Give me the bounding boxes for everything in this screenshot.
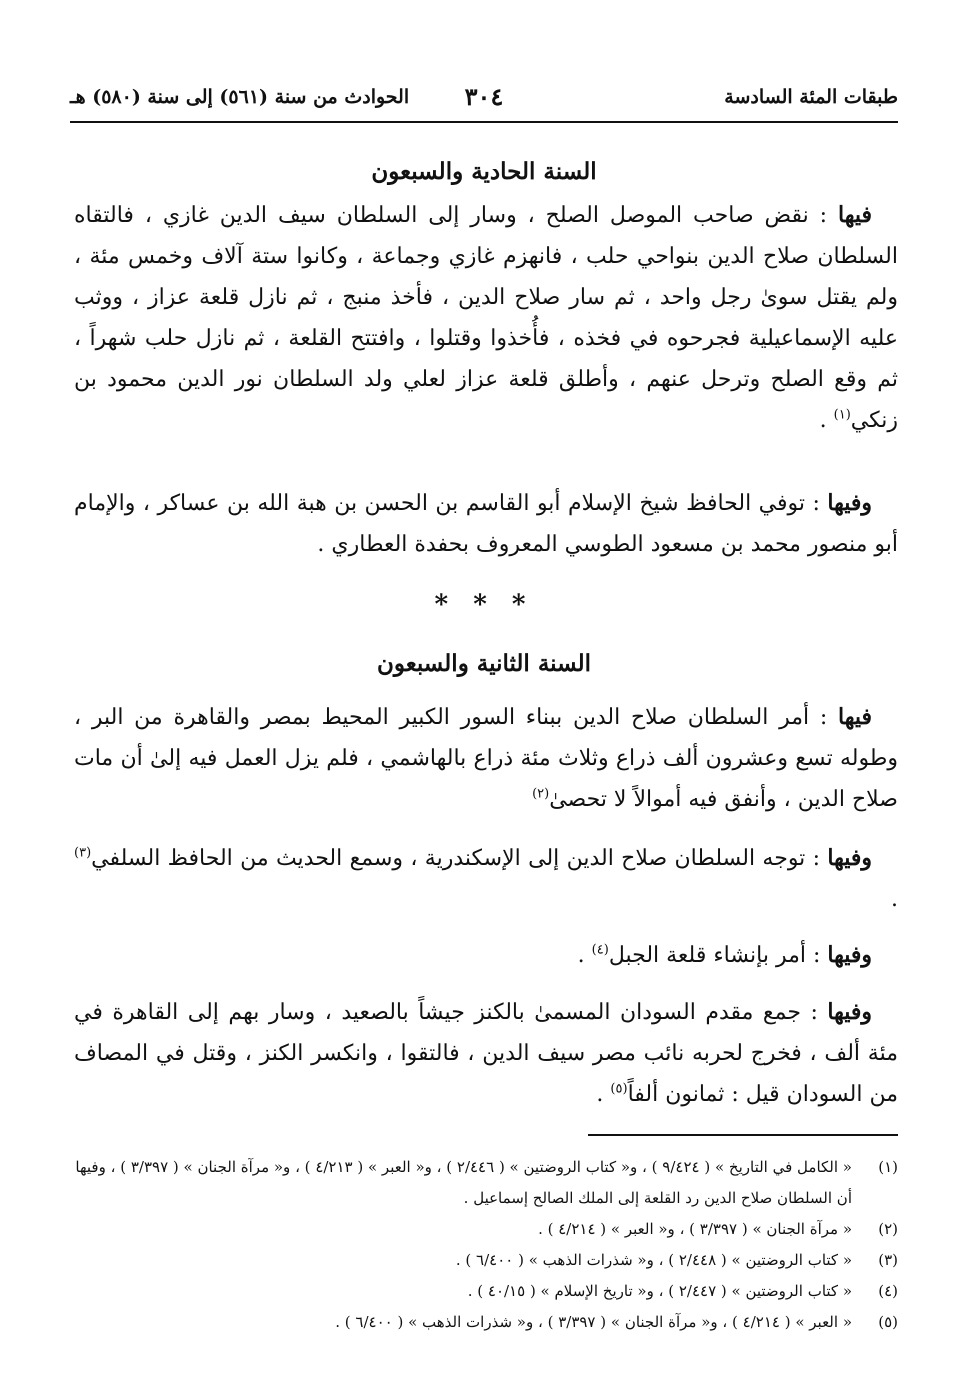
- paragraph-tail: .: [891, 887, 898, 912]
- paragraph-text: : توفي الحافظ شيخ الإسلام أبو القاسم بن الحسن بن هبة الله بن عساكر ، والإمام أبو منصور محمد بن مسعود الطوسي المعروف بحفدة العطاري .: [74, 491, 898, 557]
- paragraph-71-1: [74, 195, 898, 441]
- paragraph-tail: .: [819, 408, 834, 433]
- paragraph-lead: وفيها: [827, 999, 872, 1025]
- paragraph-tail: .: [577, 943, 592, 968]
- paragraph-lead: فيها: [838, 202, 872, 228]
- paragraph-text: : جمع مقدم السودان المسمىٰ بالكنز جيشاً بالصعيد ، وسار بهم إلى القاهرة في مئة ألف ، فخرج لحربه نائب مصر سيف الدين ، فالتقوا ، وانكسر الكنز ، وقتل في المصاف من السودان قيل : ثمانون ألفاً: [74, 1000, 898, 1107]
- footnote-3: [70, 1245, 898, 1276]
- footnote-ref-1[interactable]: (١): [833, 407, 851, 423]
- running-head: [70, 82, 898, 116]
- paragraph-71-2: [74, 483, 898, 565]
- footnote-text: « العبر » ( ٤/٢١٤ ) ، و« مرآة الجنان » ( ٣/٣٩٧ ) ، و« شذرات الذهب » ( ٦/٤٠٠ ) .: [335, 1313, 852, 1331]
- section-title-year-71: السنة الحادية والسبعون: [371, 158, 597, 185]
- paragraph-tail: .: [596, 1082, 611, 1107]
- paragraph-text: : نقض صاحب الموصل الصلح ، وسار إلى السلطان سيف الدين غازي ، فالتقاه السلطان صلاح الدين بنواحي حلب ، فانهزم غازي وجماعة ، وكانوا ستة آلاف وخمس مئة ، ولم يقتل سوىٰ رجل واحد ، ثم سار صلاح الدين ، فأخذ منبج ، ثم نازل قلعة عزاز ، ووثب عليه الإسماعيلية فجرحوه في فخذه ، فأُخذوا وقتلوا ، وافتتح القلعة ، ثم نازل حلب شهراً ، ثم وقع الصلح وترحل عنهم ، وأطلق قلعة عزاز لعلي ولد السلطان نور الدين محمود بن زنكي: [74, 203, 898, 433]
- footnote-number: (٣): [878, 1251, 898, 1269]
- footnote-number: (٤): [878, 1282, 898, 1300]
- footnote-text: « الكامل في التاريخ » ( ٩/٤٢٤ ) ، و« كتاب الروضتين » ( ٢/٤٤٦ ) ، و« العبر » ( ٤/٢١٣ ) ، و« مرآة الجنان » ( ٣/٣٩٧ ) ، وفيها أن السلطان صلاح الدين رد القلعة إلى الملك الصالح إسماعيل .: [75, 1158, 852, 1207]
- page-number: ٣٠٤: [464, 82, 504, 111]
- paragraph-72-4: [74, 992, 898, 1115]
- header-rule: [70, 121, 898, 123]
- paragraph-text: : أمر السلطان صلاح الدين ببناء السور الكبير المحيط بمصر والقاهرة من البر ، وطوله تسع وعشرون ألف ذراع وثلاث مئة ذراع بالهاشمي ، فلم يزل العمل فيه إلىٰ أن مات صلاح الدين ، وأنفق فيه أموالاً لا تحصىٰ: [74, 705, 898, 812]
- paragraph-lead: وفيها: [827, 845, 872, 871]
- footnotes: [70, 1152, 898, 1338]
- paragraph-lead: فيها: [838, 704, 873, 730]
- footnote-ref-2[interactable]: (٢): [532, 786, 550, 802]
- paragraph-lead: وفيها: [827, 942, 872, 968]
- footnote-number: (٢): [878, 1220, 898, 1238]
- paragraph-lead: وفيها: [827, 490, 872, 516]
- paragraph-72-1: [74, 697, 898, 820]
- paragraph-72-2: [74, 838, 898, 920]
- footnote-text: « كتاب الروضتين » ( ٢/٤٤٧ ) ، و« تاريخ الإسلام » ( ٤٠/١٥ ) .: [467, 1282, 852, 1300]
- events-range: الحوادث من سنة (٥٦١) إلى سنة (٥٨٠) هـ: [70, 86, 410, 108]
- footnote-number: (٥): [878, 1313, 898, 1331]
- footnote-text: « كتاب الروضتين » ( ٢/٤٤٨ ) ، و« شذرات الذهب » ( ٦/٤٠٠ ) .: [455, 1251, 852, 1269]
- footnote-text: « مرآة الجنان » ( ٣/٣٩٧ ) ، و« العبر » ( ٤/٢١٤ ) .: [538, 1220, 852, 1238]
- book-part-title: طبقات المئة السادسة: [724, 86, 898, 108]
- section-separator: * * *: [434, 590, 534, 620]
- footnote-rule: [588, 1134, 898, 1136]
- footnote-number: (١): [878, 1158, 898, 1176]
- paragraph-text: : أمر بإنشاء قلعة الجبل: [608, 943, 828, 968]
- paragraph-72-3: [74, 935, 898, 976]
- footnote-2: [70, 1214, 898, 1245]
- paragraph-text: : توجه السلطان صلاح الدين إلى الإسكندرية ، وسمع الحديث من الحافظ السلفي: [91, 846, 828, 871]
- footnote-5: [70, 1307, 898, 1338]
- footnote-ref-4[interactable]: (٤): [591, 942, 609, 958]
- footnote-4: [70, 1276, 898, 1307]
- footnote-ref-5[interactable]: (٥): [610, 1081, 628, 1097]
- footnote-1: [70, 1152, 898, 1214]
- section-title-year-72: السنة الثانية والسبعون: [376, 650, 592, 677]
- footnote-ref-3[interactable]: (٣): [74, 845, 92, 861]
